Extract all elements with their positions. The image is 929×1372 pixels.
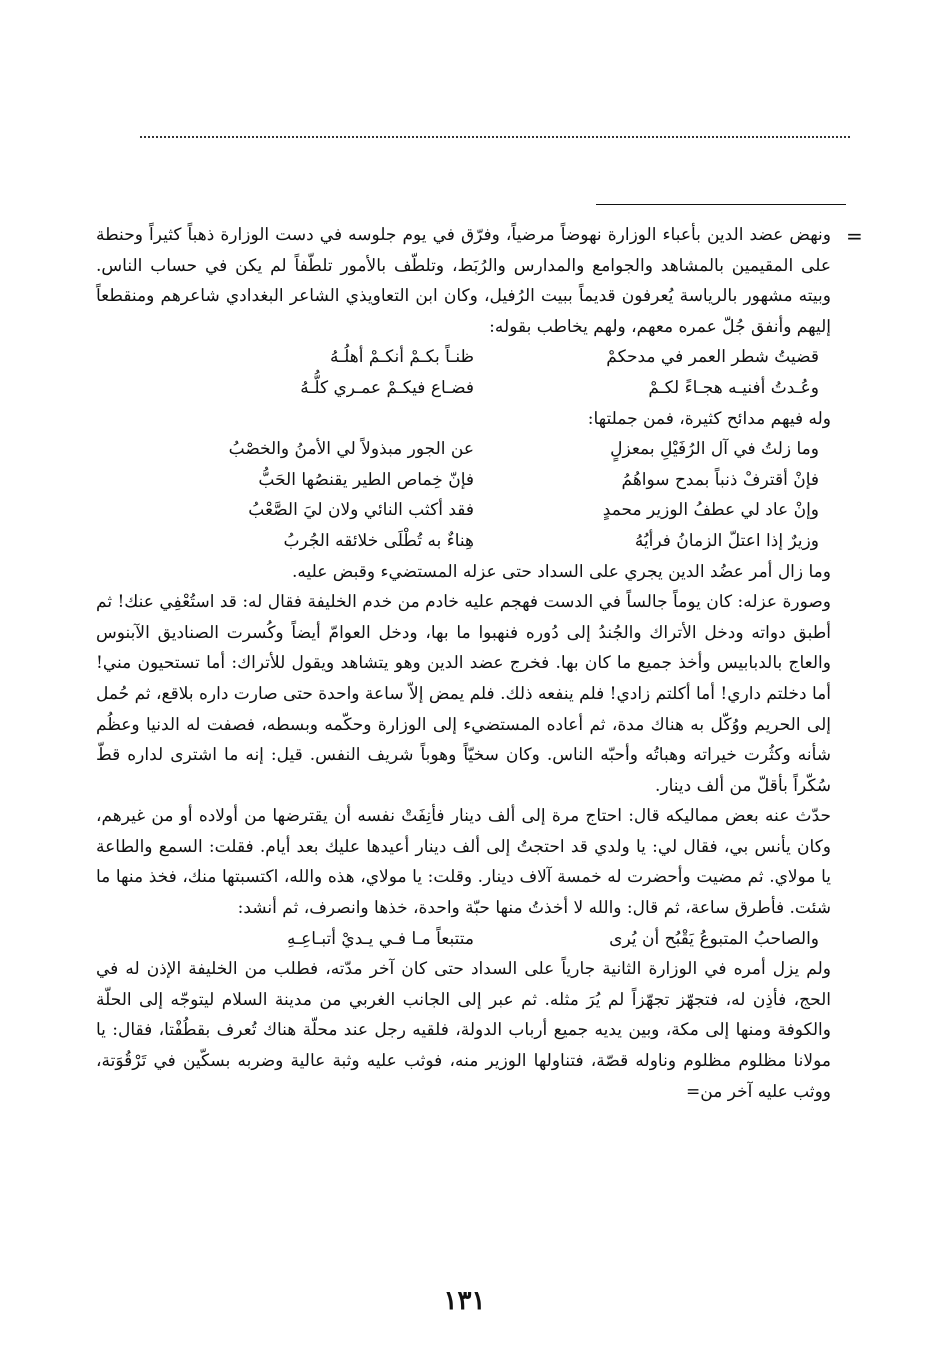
footnote-text-block xyxy=(96,220,831,1107)
verse-first-hemistich: والصاحبُ المتبوعُ يَقْبُح أن يُرى xyxy=(609,928,819,949)
verse-first-hemistich: فإنْ أقترفْ ذنباً بمدح سواهُمُ xyxy=(621,469,819,490)
paragraph-mid: وله فيهم مدائح كثيرة، فمن جملتها: xyxy=(587,408,831,429)
verse-line xyxy=(96,924,831,955)
verse-second-hemistich: فضـاع فيكـمْ عمـري كلُّـهُ xyxy=(300,377,474,398)
verse-second-hemistich: عن الجور مبذولاً لي الأمنُ والخصْبُ xyxy=(228,439,474,460)
footnote-continuation-mark: = xyxy=(846,224,863,248)
verse-first-hemistich: وعُـدتُ أفنيـه هجـاءً لكـمْ xyxy=(648,377,819,398)
verse-first-hemistich: وزيرٌ إذا اعتلّ الزمانُ فرأيُهُ xyxy=(634,530,819,551)
verse-line xyxy=(96,495,831,526)
verse-second-hemistich: فقد أكثب النائي ولان ليَ الصَّعْبُ xyxy=(248,500,474,521)
footnote-rule xyxy=(596,204,846,205)
verse-second-hemistich: فإنّ خِماص الطير يقنصُها الحَبُّ xyxy=(258,469,474,490)
verse-line xyxy=(96,434,831,465)
verse-line xyxy=(96,526,831,557)
verse-line xyxy=(96,342,831,373)
verse-line xyxy=(96,373,831,404)
verse-first-hemistich: وإنْ عاد لي عطفُ الوزير محمدٍ xyxy=(602,500,819,521)
paragraph-intro: ونهض عضد الدين بأعباء الوزارة نهوضاً مرضياً، وفرّق في يوم جلوسه في دست الوزارة ذهباً كثيراً وحنطة على المقيمين بالمشاهد والجوامع والمدارس والرُبَط، وتلطّف بالأمور تلطّفاً لم يكن في حساب الناس. وبيته مشهور بالرياسة يُعرفون قديماً ببيت الرُفيل، وكان ابن التعاويذي الشاعر البغدادي شاعرهم ومنقطعاً إليهم وأنفق جُلّ عمره معهم، ولهم يخاطب بقوله: xyxy=(96,225,831,337)
paragraph: ولم يزل أمره في الوزارة الثانية جارياً على السداد حتى كان آخر مدّته، فطلب من الخليفة الإذن له في الحج، فأذِن له، فتجهّز تجهّزاً لم يُرَ مثله. ثم عبر إلى الجانب الغربي من مدينة السلام ليتوجّه إلى الحلّة والكوفة ومنها إلى مكة، وبين يديه جميع أرباب الدولة، فلقيه رجل عند محلّة هناك تُعرف بقطُفْتا، فقال: يا مولانا مظلوم مظلوم وناوله قصّة، فتناولها الوزير منه، فوثب عليه وثبة عالية وضربه بسكّين في تَرْقُوَتة، ووثب عليه آخر من= xyxy=(96,959,831,1102)
paragraph: وما زال أمر عضُد الدين يجري على السداد حتى عزله المستضيء وقبض عليه. xyxy=(291,561,831,582)
verse-first-hemistich: قضيتُ شطر العمر في مدحكمْ xyxy=(606,347,819,368)
verse-second-hemistich: ظنـاً بكـمْ أنكـمْ أهلُـهُ xyxy=(330,347,474,368)
verse-first-hemistich: وما زلتُ في آل الرُفَيْلِ بمعزلٍ xyxy=(610,439,819,460)
verse-second-hemistich: هِناءٌ به تُطْلَى خلائقه الجُربُ xyxy=(283,530,474,551)
verse-second-hemistich: متتبعاً مـا فـي يـديْ أتبـاعِـهِ xyxy=(287,928,474,949)
paragraph: وصورة عزله: كان يوماً جالساً في الدست فهجم عليه خادم من خدم الخليفة فقال له: قد استُعْفِي عنك! ثم أطبق دواته ودخل الأتراك والجُندُ إلى دُوره فنهبوا ما بها، ودخل العوامّ أيضاً وكُسرت الصناديق الآبنوس والعاج بالدبابيس وأخذ جميع ما كان بها. فخرج عضد الدين وهو يتشاهد ويقول للأتراك: أما تستحيون مني! أما دخلتم داري! أما أكلتم زادي! فلم ينفعه ذلك. فلم يمض إلاّ ساعة واحدة حتى صارت داره بلاقع، ثم حُمل إلى الحريم ووُكّل به هناك مدة، ثم أعاده المستضيء إلى الوزارة وحكّمه وبسطه، فصفت له الدنيا وعظُم شأنه وكثُرت خيراته وهباتُه وأحبّه الناس. وكان سخيّاً وهوباً شريف النفس. قيل: إنه ما اشترى لداره قطّ سُكّراً بأقلّ من ألف دينار. xyxy=(95,592,831,796)
page-number: ١٣١ xyxy=(443,1286,486,1316)
dotted-separator xyxy=(140,124,850,138)
paragraph: حدّث عنه بعض مماليكه قال: احتاج مرة إلى ألف دينار فأنِفَتْ نفسه أن يقترضها من أولاده أو من غيرهم، وكان يأنس بي، فقال لي: يا ولدي قد احتجتُ إلى ألف دينار أعيدها عليك بعد أيام. فقلت: السمع والطاعة يا مولاي. ثم مضيت وأحضرت له خمسة آلاف دينار. وقلت: يا مولاي، هذه والله، اكتسبتها منك، فخذ منها ما شئت. فأطرق ساعة، ثم قال: والله لا أخذتُ منها حبّة واحدة، خذها وانصرف، ثم أنشد: xyxy=(96,806,831,919)
verse-line xyxy=(96,465,831,496)
